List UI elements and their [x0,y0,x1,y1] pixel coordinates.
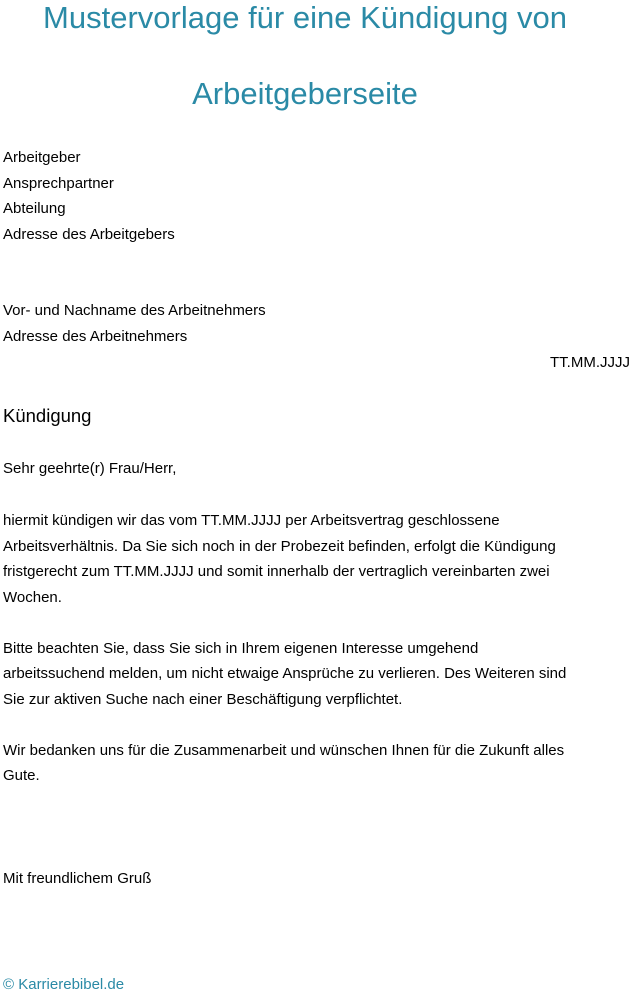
letter-date: TT.MM.JJJJ [550,354,630,371]
paragraph-line: Wir bedanken uns für die Zusammenarbeit und wünschen Ihnen für die Zukunft alles [3,742,565,759]
document-title-line-2: Arbeitgeberseite [192,76,418,111]
paragraph-line: fristgerecht zum TT.MM.JJJJ und somit innerhalb der vertraglich vereinbarten zwei [3,563,550,580]
employee-address: Adresse des Arbeitnehmers [3,328,188,345]
letter-closing: Mit freundlichem Gruß [3,870,152,887]
paragraph-line: Bitte beachten Sie, dass Sie sich in Ihrem eigenen Interesse umgehend [3,640,479,657]
employer-name: Arbeitgeber [3,149,81,166]
paragraph-line: Gute. [3,767,40,784]
document-title-line-1: Mustervorlage für eine Kündigung von [43,0,567,35]
employer-department: Abteilung [3,200,66,217]
employee-name: Vor- und Nachname des Arbeitnehmers [3,302,266,319]
letter-salutation: Sehr geehrte(r) Frau/Herr, [3,460,177,477]
letter-subject: Kündigung [3,405,92,426]
paragraph-line: Sie zur aktiven Suche nach einer Beschäftigung verpflichtet. [3,691,403,708]
paragraph-line: hiermit kündigen wir das vom TT.MM.JJJJ per Arbeitsvertrag geschlossene [3,512,500,529]
paragraph-line: arbeitssuchend melden, um nicht etwaige Ansprüche zu verlieren. Des Weiteren sind [3,665,567,682]
copyright-footer: © Karrierebibel.de [3,976,125,993]
employer-address: Adresse des Arbeitgebers [3,226,175,243]
employer-contact-person: Ansprechpartner [3,175,114,192]
paragraph-line: Arbeitsverhältnis. Da Sie sich noch in der Probezeit befinden, erfolgt die Kündigung [3,538,556,555]
paragraph-line: Wochen. [3,589,62,606]
